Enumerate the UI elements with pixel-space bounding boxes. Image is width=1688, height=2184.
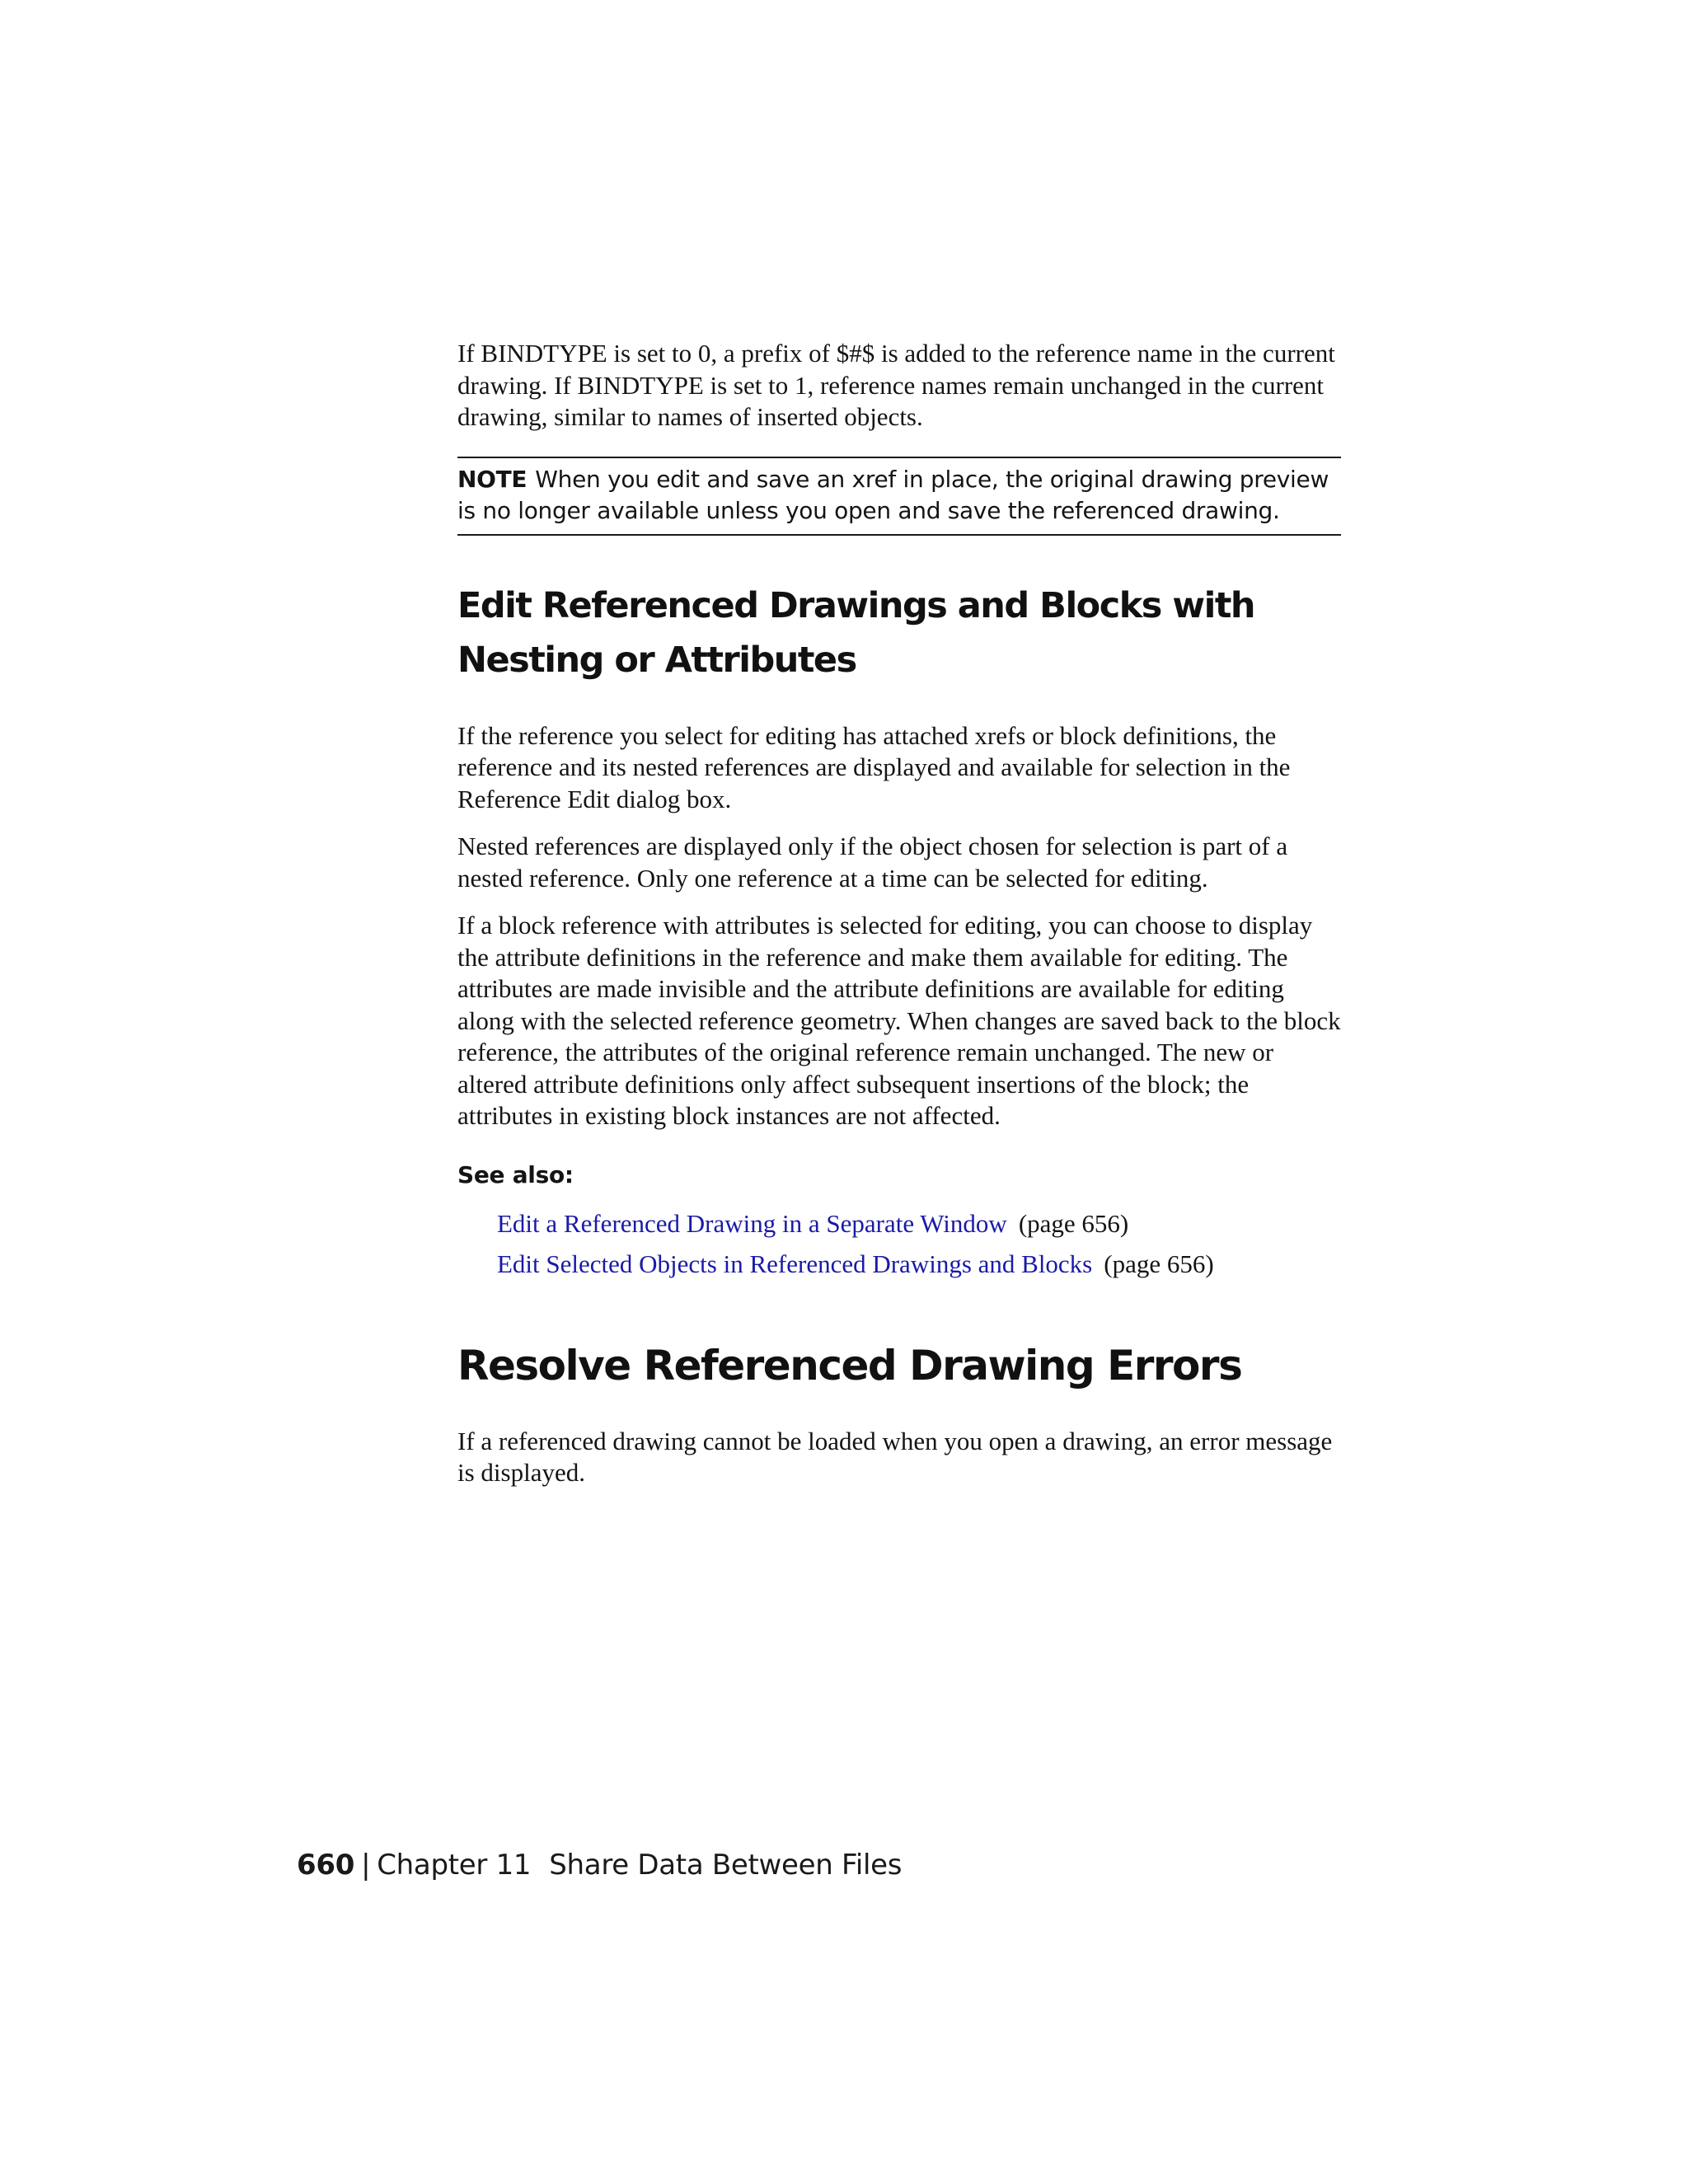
see-also-list <box>457 1203 1341 1284</box>
nesting-paragraph-3: If a block reference with attributes is selected for editing, you can choose to display the attribute definitions in the reference and make them available for editing. The attributes are made invisible and the attribute definitions are available for editing along with the selected reference geometry. When changes are saved back to the block reference, the attributes of the original reference remain unchanged. The new or altered attribute definitions only affect subsequent insertions of the block; the attributes in existing block instances are not affected. <box>457 911 1341 1130</box>
see-also-page-ref: (page 656) <box>1104 1249 1214 1278</box>
see-also-item <box>497 1203 1341 1244</box>
note-text: When you edit and save an xref in place, the original drawing preview is no longer available unless you open and save the referenced drawing. <box>457 465 1329 524</box>
bindtype-paragraph: If BINDTYPE is set to 0, a prefix of $#$ is added to the reference name in the current drawing. If BINDTYPE is set to 1, reference names remain unchanged in the current drawing, similar to names of inserted objects. <box>457 339 1335 431</box>
see-also-item <box>497 1244 1341 1284</box>
see-also-link-separate-window[interactable]: Edit a Referenced Drawing in a Separate Window <box>497 1208 1007 1238</box>
note-box <box>457 457 1341 536</box>
section-heading-errors: Resolve Referenced Drawing Errors <box>457 1341 1242 1390</box>
note-label: NOTE <box>457 465 528 493</box>
footer-section-title: Share Data Between Files <box>549 1849 903 1882</box>
page-footer <box>297 1846 902 1884</box>
see-also-title: See also: <box>457 1160 574 1188</box>
footer-separator: | <box>361 1849 371 1882</box>
see-also-page-ref: (page 656) <box>1018 1208 1129 1238</box>
footer-page-number: 660 <box>297 1849 355 1882</box>
section-heading-nesting: Edit Referenced Drawings and Blocks with Nesting or Attributes <box>457 584 1255 681</box>
errors-paragraph: If a referenced drawing cannot be loaded when you open a drawing, an error message is displayed. <box>457 1426 1333 1487</box>
main-column <box>457 338 1341 1489</box>
footer-chapter: Chapter 11 <box>377 1849 532 1882</box>
nesting-paragraph-2: Nested references are displayed only if the object chosen for selection is part of a nested reference. Only one reference at a time can be selected for editing. <box>457 832 1288 893</box>
see-also-link-selected-objects[interactable]: Edit Selected Objects in Referenced Drawings and Blocks <box>497 1249 1093 1278</box>
nesting-paragraph-1: If the reference you select for editing has attached xrefs or block definitions, the reference and its nested references are displayed and available for selection in the Reference Edit dialog box. <box>457 720 1291 813</box>
